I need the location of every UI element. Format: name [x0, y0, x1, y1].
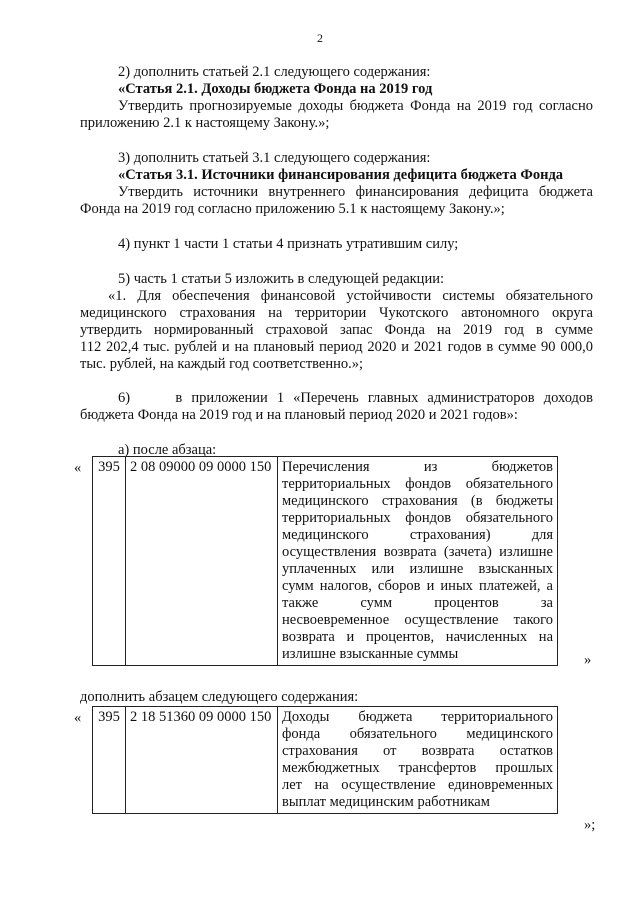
table2-code: 395	[93, 707, 126, 814]
table2-desc-line: выплат медицинским работникам	[282, 794, 490, 810]
table1-desc-line: территориальных фондов обязательного	[282, 476, 553, 492]
table2-desc-line: Доходы бюджета территориального	[282, 709, 553, 725]
table2-desc-line: межбюджетных трансфертов прошлых	[282, 760, 553, 776]
table2-kbk: 2 18 51360 09 0000 150	[126, 707, 278, 814]
item5-intro: 5) часть 1 статьи 5 изложить в следующей редакции:	[118, 271, 444, 287]
table1	[92, 456, 558, 666]
item5-line4: 112 202,4 тыс. рублей и на плановый период 2020 и 2021 годов в сумме 90 000,0	[80, 339, 593, 355]
table-row	[93, 707, 558, 814]
item6-line2: бюджета Фонда на 2019 год и на плановый период 2020 и 2021 годов»:	[80, 407, 518, 423]
table2	[92, 706, 558, 814]
table2-open-quote: «	[74, 710, 82, 726]
item3-body-line2: Фонда на 2019 год согласно приложению 5.1 к настоящему Закону.»;	[80, 201, 505, 217]
table1-desc-line: возврата и процентов, начисленных на	[282, 629, 553, 645]
item5-line5: тыс. рублей, на каждый год соответственно.»;	[80, 356, 364, 372]
table1-description	[278, 457, 558, 666]
table1-desc-line: несвоевременное осуществление такого	[282, 612, 553, 628]
item5-line1: «1. Для обеспечения финансовой устойчивости системы обязательного	[108, 288, 593, 304]
table1-close-quote: »	[584, 652, 592, 668]
table1-desc-line: территориальных фондов обязательного	[282, 510, 553, 526]
add-paragraph-instruction: дополнить абзацем следующего содержания:	[80, 689, 359, 705]
item3-body-line1: Утвердить источники внутреннего финансирования дефицита бюджета	[118, 184, 593, 200]
table1-desc-line: излишне взысканные суммы	[282, 646, 459, 662]
table2-desc-line: лет на осуществление единовременных	[282, 777, 553, 793]
table2-close-quote: »;	[584, 817, 596, 833]
table1-desc-line: также сумм процентов за	[282, 595, 553, 611]
table1-desc-line: осуществления возврата (зачета) излишне	[282, 544, 553, 560]
table1-desc-line: медицинского страхования (в бюджеты	[282, 493, 553, 509]
page-number: 2	[317, 31, 323, 45]
subitem-a: а) после абзаца:	[118, 442, 217, 458]
item3-intro: 3) дополнить статьей 3.1 следующего содержания:	[118, 150, 431, 166]
table2-desc-line: фонда обязательного медицинского	[282, 726, 553, 742]
table1-kbk: 2 08 09000 09 0000 150	[126, 457, 278, 666]
table2-desc-line: страхования от возврата остатков	[282, 743, 553, 759]
item5-line3: утвердить нормированный страховой запас Фонда на 2019 год в сумме	[80, 322, 593, 338]
table-row	[93, 457, 558, 666]
item6-line1: 6) в приложении 1 «Перечень главных администраторов доходов	[118, 390, 593, 406]
item2-body-line1: Утвердить прогнозируемые доходы бюджета Фонда на 2019 год согласно	[118, 98, 593, 114]
table1-desc-line: сумм налогов, сборов и иных платежей, а	[282, 578, 553, 594]
table1-code: 395	[93, 457, 126, 666]
article-3-1-heading: «Статья 3.1. Источники финансирования дефицита бюджета Фонда	[118, 167, 564, 183]
table1-desc-line: Перечисления из бюджетов	[282, 459, 553, 475]
item2-intro: 2) дополнить статьей 2.1 следующего содержания:	[118, 64, 431, 80]
table1-desc-line: уплаченных или излишне взысканных	[282, 561, 553, 577]
item4: 4) пункт 1 части 1 статьи 4 признать утратившим силу;	[118, 236, 459, 252]
table1-open-quote: «	[74, 460, 82, 476]
item2-body-line2: приложению 2.1 к настоящему Закону.»;	[80, 115, 330, 131]
article-2-1-heading: «Статья 2.1. Доходы бюджета Фонда на 2019 год	[118, 81, 433, 97]
table2-description	[278, 707, 558, 814]
item5-line2: медицинского страхования на территории Чукотского автономного округа	[80, 305, 593, 321]
table1-desc-line: медицинского страхования) для	[282, 527, 553, 543]
